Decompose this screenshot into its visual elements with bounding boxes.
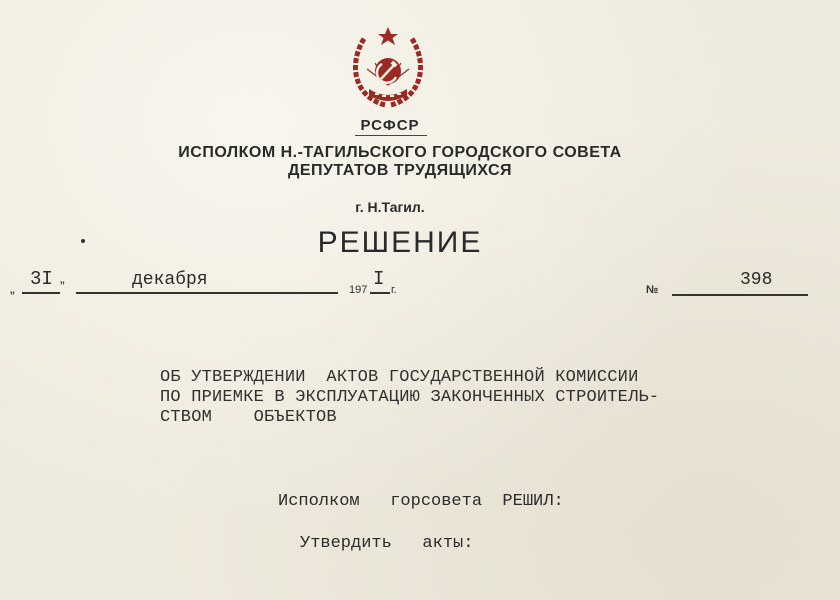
date-open-quote: „	[10, 280, 15, 296]
decision-number: 398	[740, 270, 773, 290]
republic-underline	[355, 135, 427, 136]
year-prefix: 197	[349, 284, 368, 296]
decision-subject	[160, 368, 780, 428]
number-line	[672, 294, 808, 296]
state-emblem-icon	[345, 25, 431, 109]
date-close-quote: ”	[60, 278, 65, 294]
organization-name-line1: ИСПОЛКОМ Н.-ТАГИЛЬСКОГО ГОРОДСКОГО СОВЕТА	[178, 144, 622, 161]
year-line	[370, 292, 390, 294]
date-day: 3I	[30, 268, 53, 290]
date-month: декабря	[132, 270, 208, 290]
subject-line: СТВОМ ОБЪЕКТОВ	[160, 408, 337, 427]
approve-statement: Утвердить акты:	[300, 534, 474, 553]
number-label: №	[646, 284, 659, 296]
year-suffix: I	[373, 268, 385, 290]
city-label: г. Н.Тагил.	[355, 199, 425, 215]
year-g-label: г.	[391, 284, 397, 296]
date-day-line	[22, 292, 60, 294]
organization-name-line2: ДЕПУТАТОВ ТРУДЯЩИХСЯ	[287, 162, 513, 179]
subject-line: ОБ УТВЕРЖДЕНИИ АКТОВ ГОСУДАРСТВЕННОЙ КОМИССИИ	[160, 368, 639, 387]
subject-line: ПО ПРИЕМКЕ В ЭКСПЛУАТАЦИЮ ЗАКОНЧЕННЫХ СТРОИТЕЛЬ-	[160, 388, 660, 407]
ink-spot	[81, 239, 85, 243]
republic-label: РСФСР	[360, 117, 420, 134]
date-month-line	[76, 292, 338, 294]
decision-statement: Исполком горсовета РЕШИЛ:	[278, 492, 564, 511]
document-title: РЕШЕНИЕ	[317, 226, 483, 259]
